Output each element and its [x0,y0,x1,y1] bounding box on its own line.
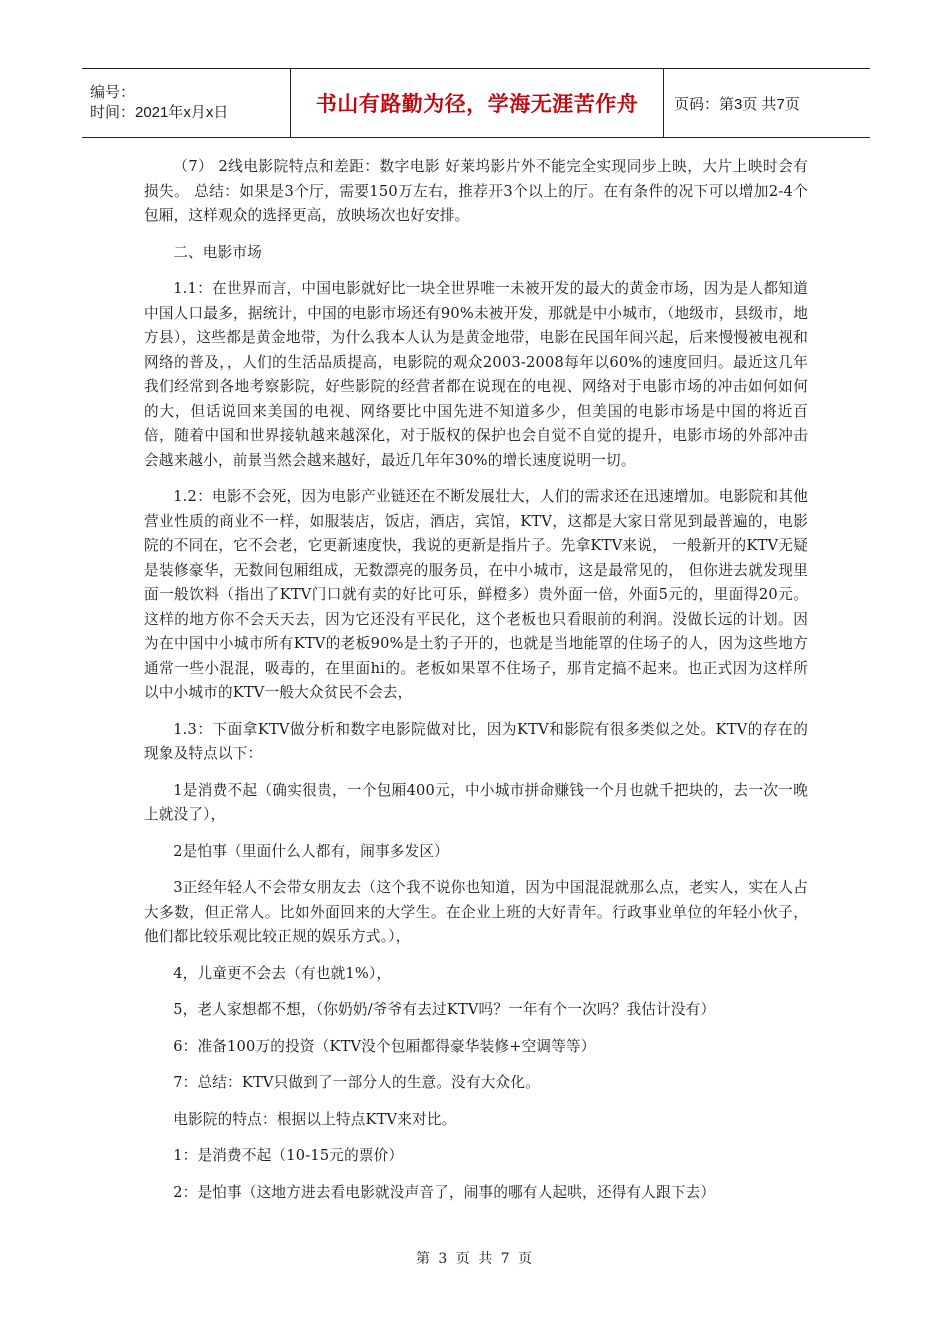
page-footer: 第 3 页 共 7 页 [415,1251,535,1267]
list-item: 2是怕事（里面什么人都有，闹事多发区） [173,842,449,860]
list-item: 1是消费不起（确实很贵，一个包厢400元，中小城市拼命赚钱一个月也就千把块的，去一次一晚上就没了）， [144,781,808,823]
list-item: 2：是怕事（这地方进去看电影就没声音了，闹事的哪有人起哄，还得有人跟下去） [173,1183,716,1201]
paragraph: （7） 2线电影院特点和差距：数字电影 好莱坞影片外不能完全实现同步上映，大片上映时会有损失。 总结：如果是3个厅，需要150万左右，推荐开3个以上的厅。在有条件的况下可以增加2-4个包厢，这样观众的选择更高，放映场次也好安排。 [144,158,808,224]
list-item: 4，儿童更不会去（有也就1%）， [173,964,392,982]
document-body [144,155,808,1217]
motto-text: 书山有路勤为径，学海无涯苦作舟 [315,92,639,116]
paragraph: 1.3：下面拿KTV做分析和数字电影院做对比，因为KTV和影院有很多类似之处。KTV的存在的现象及特点以下： [144,720,808,762]
section-heading: 二、电影市场 [173,243,262,261]
paragraph: 1.1：在世界而言，中国电影就好比一块全世界唯一未被开发的最大的黄金市场，因为是人都知道中国人口最多，据统计，中国的电影市场还有90%未被开发，那就是中小城市，（地级市，县级市，地方县），这些都是黄金地带，为什么我本人认为是黄金地带，电影在民国年间兴起，后来慢慢被电视和网络的普及，，人们的生活品质提高，电影院的观众2003-2008每年以60%的速度回归。最近这几年我们经常到各地考察影院，好些影院的经营者都在说现在的电视、网络对于电影市场的冲击如何如何的大，但话说回来美国的电视、网络要比中国先进不知道多少，但美国的电影市场是中国的将近百倍，随着中国和世界接轨越来越深化，对于版权的保护也会自觉不自觉的提升，电影市场的外部冲击会越来越小，前景当然会越来越好，最近几年年30%的增长速度说明一切。 [144,280,808,469]
number-label: 编号： [90,84,136,101]
paragraph: 电影院的特点：根据以上特点KTV来对比。 [173,1110,457,1128]
list-item: 7：总结：KTV只做到了一部分人的生意。没有大众化。 [173,1074,540,1091]
document-header [82,68,870,138]
header-page-cell [664,69,870,137]
page-label: 页码：第3页 共7页 [674,95,800,113]
list-item: 3正经年轻人不会带女朋友去（这个我不说你也知道，因为中国混混就那么点，老实人，实在人占大多数，但正常人。比如外面回来的大学生。在企业上班的大好青年。行政事业单位的年轻小伙子，他们都比较乐观比较正规的娱乐方式。）， [144,879,808,945]
list-item: 6：准备100万的投资（KTV没个包厢都得豪华装修+空调等等） [173,1037,596,1055]
list-item: 1：是消费不起（10-15元的票价） [173,1147,404,1164]
header-info-cell [82,69,290,137]
header-motto-cell [290,69,664,137]
time-label: 时间：2021年x月x日 [90,104,229,121]
paragraph: 1.2：电影不会死，因为电影产业链还在不断发展壮大，人们的需求还在迅速增加。电影院和其他营业性质的商业不一样，如服装店，饭店，酒店，宾馆，KTV，这都是大家日常见到最普遍的，电影院的不同在，它不会老，它更新速度快，我说的更新是指片子。先拿KTV来说， 一般新开的KTV无疑是装修豪华，无数间包厢组成，无数漂亮的服务员，在中小城市，这是最常见的， 但你进去就发现里面一般饮料（指出了KTV门口就有卖的好比可乐，鲜橙多）贵外面一倍，外面5元的，里面得20元。这样的地方你不会天天去，因为它还没有平民化，这个老板也只看眼前的利润。没做长远的计划。因为在中国中小城市所有KTV的老板90%是土豹子开的，也就是当地能罩的住场子的人，因为这些地方通常一些小混混，吸毒的，在里面hi的。老板如果罩不住场子，那肯定搞不起来。也正式因为这样所以中小城市的KTV一般大众贫民不会去， [144,488,808,701]
list-item: 5，老人家想都不想，（你奶奶/爷爷有去过KTV吗？一年有个一次吗？我估计没有） [173,1001,716,1018]
